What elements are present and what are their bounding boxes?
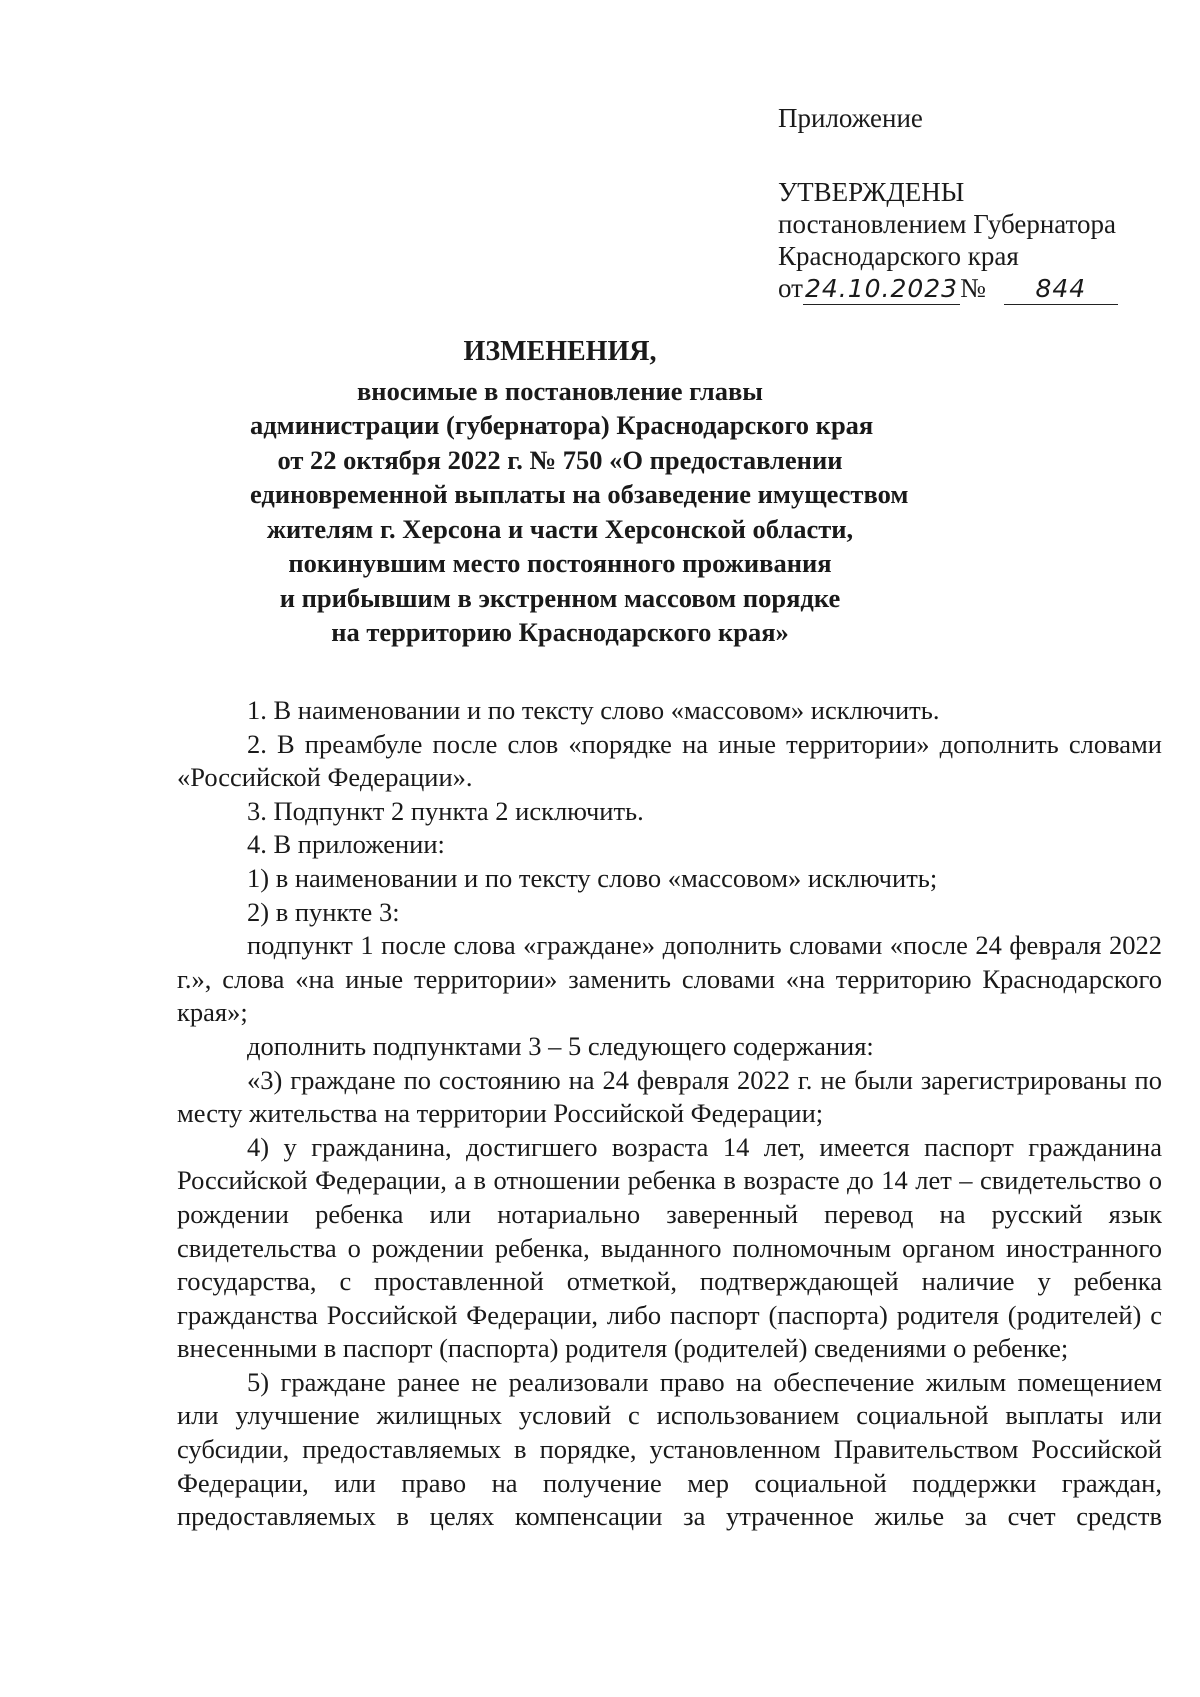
paragraph: 1) в наименовании и по тексту слово «массовом» исключить;: [247, 862, 938, 893]
date-number-line: [778, 272, 1178, 305]
title-line: на территорию Краснодарского края»: [331, 617, 789, 647]
paragraph: 3. Подпункт 2 пункта 2 исключить.: [247, 795, 644, 826]
title-line: от 22 октября 2022 г. № 750 «О предоставлении: [277, 444, 843, 475]
paragraph: 4. В приложении:: [247, 829, 445, 860]
title-line: единовременной выплаты на обзаведение имуществом: [250, 479, 909, 509]
handwritten-number: 844: [1004, 274, 1118, 305]
appendix-label: Приложение: [778, 103, 923, 133]
paragraph: 4) у гражданина, достигшего возраста 14 лет, имеется паспорт гражданина Российской Федерации, а в отношении ребенка в возрасте до 14 лет – свидетельство о рождении ребенка или нотариально заверенный перевод на русский язык свидетельства о рождении ребенка, выданного полномочным органом иностранного государства, с проставленной отметкой, подтверждающей наличие у ребенка гражданства Российской Федерации, либо паспорт (паспорта) родителя (родителей) с внесенными в паспорт (паспорта) родителя (родителей) сведениями о ребенке;: [177, 1131, 1162, 1364]
paragraph: 5) граждане ранее не реализовали право на обеспечение жилым помещением или улучшение жилищных условий с использованием социальной выплаты или субсидии, предоставляемых в порядке, установленном Правительством Российской Федерации, или право на получение мер социальной поддержки граждан, предоставляемых в целях компенсации за утраченное жилье за счет средств: [177, 1366, 1162, 1532]
approved-label: УТВЕРЖДЕНЫ: [778, 177, 965, 207]
approval-block: [778, 102, 1178, 305]
paragraph: 1. В наименовании и по тексту слово «массовом» исключить.: [247, 695, 940, 725]
document-title: [250, 335, 909, 650]
paragraph: 2) в пункте 3:: [247, 896, 400, 927]
approved-region-line: Краснодарского края: [778, 241, 1019, 271]
title-line: вносимые в постановление главы: [357, 375, 763, 406]
paragraph: дополнить подпунктами 3 – 5 следующего содержания:: [247, 1030, 874, 1061]
title-line: администрации (губернатора) Краснодарского края: [250, 410, 874, 440]
handwritten-date: 24.10.2023: [804, 274, 959, 303]
date-prefix: от: [778, 273, 803, 303]
paragraph: «3) граждане по состоянию на 24 февраля 2022 г. не были зарегистрированы по месту жительства на территории Российской Федерации;: [177, 1064, 1162, 1129]
title-heading: ИЗМЕНЕНИЯ,: [463, 336, 657, 367]
document-body: [177, 694, 1162, 1534]
title-line: жителям г. Херсона и части Херсонской области,: [266, 513, 854, 544]
number-prefix: №: [960, 273, 986, 303]
approved-by-line: постановлением Губернатора: [778, 209, 1116, 239]
title-line: покинувшим место постоянного проживания: [288, 548, 832, 578]
title-line: и прибывшим в экстренном массовом порядке: [279, 582, 841, 613]
paragraph: 2. В преамбуле после слов «порядке на иные территории» дополнить словами «Российской Федерации».: [177, 728, 1162, 793]
paragraph: подпункт 1 после слова «граждане» дополнить словами «после 24 февраля 2022 г.», слова «на иные территории» заменить словами «на территорию Краснодарского края»;: [177, 930, 1162, 1028]
